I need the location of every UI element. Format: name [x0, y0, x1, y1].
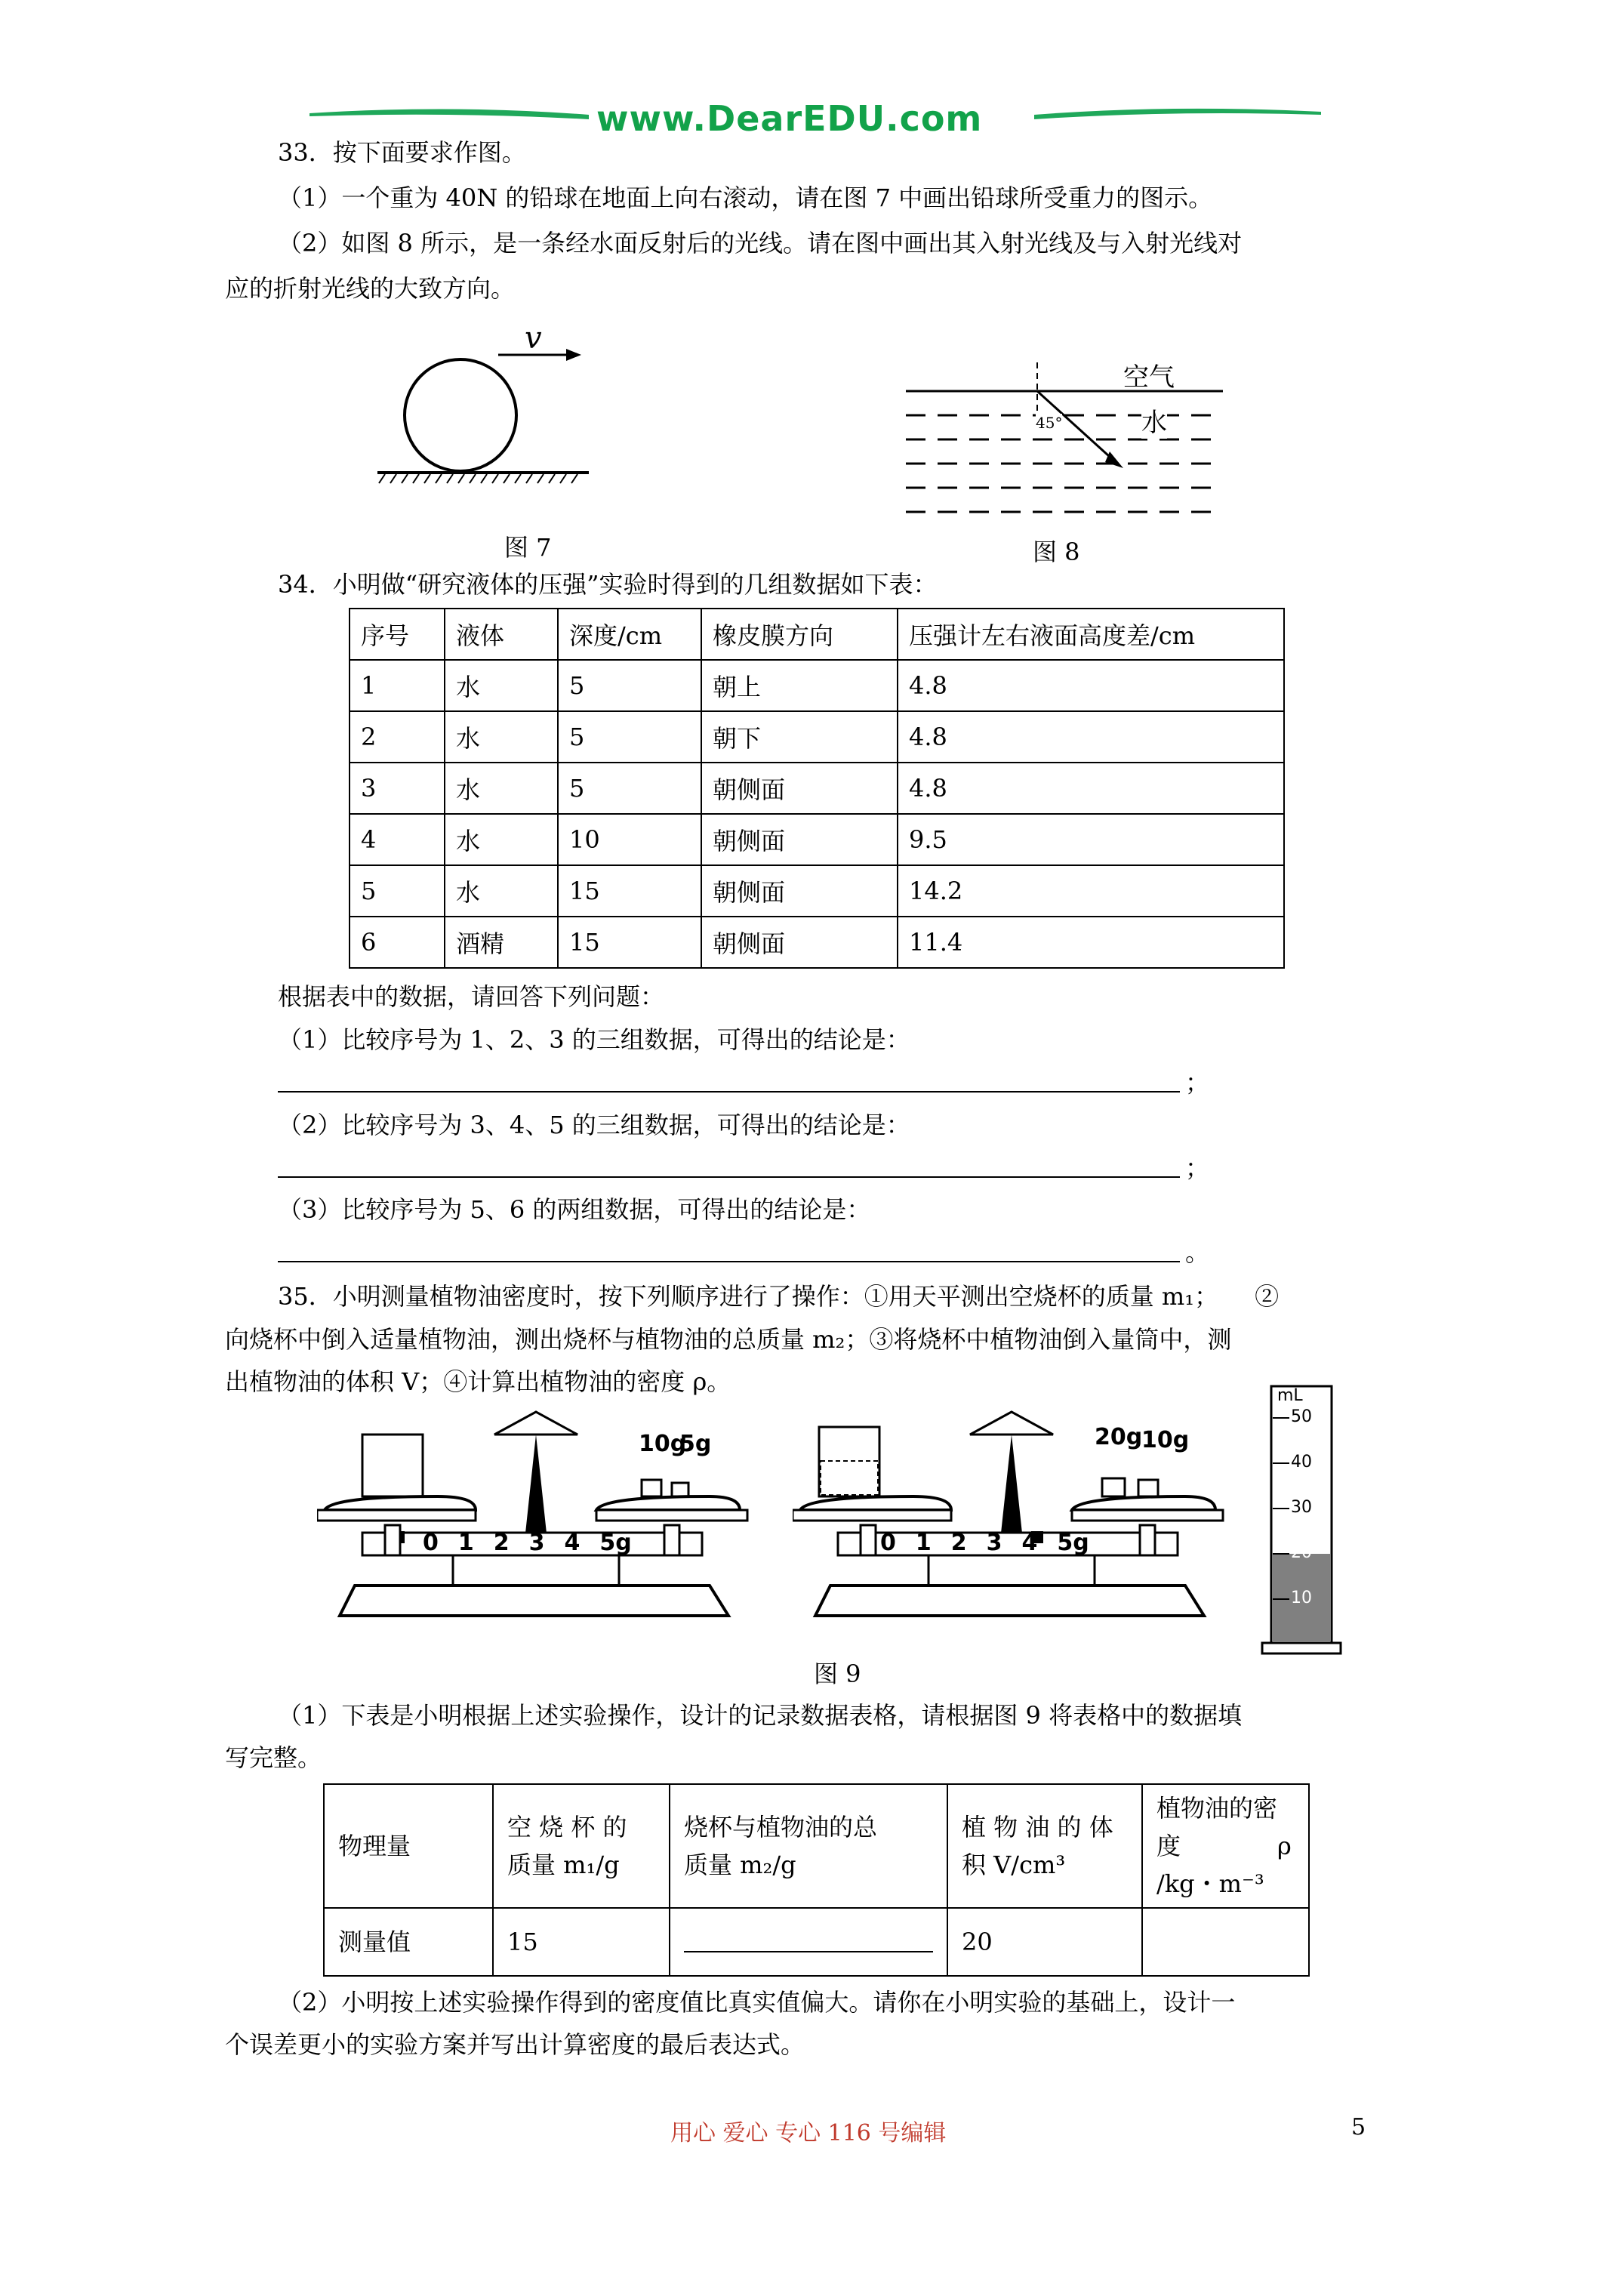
- table-cell: 5: [558, 660, 701, 711]
- scale-tick: 5g: [599, 1530, 632, 1556]
- table-cell: 朝侧面: [701, 917, 898, 968]
- balance-1-scale: [423, 1530, 632, 1556]
- q33-part2b: 应的折射光线的大致方向。: [225, 274, 516, 303]
- table-header-cell: 压强计左右液面高度差/cm: [898, 609, 1284, 660]
- air-label: 空气: [1123, 362, 1175, 393]
- water-label: 水: [1141, 402, 1167, 439]
- q33-part2a: （2）如图 8 所示，是一条经水面反射后的光线。请在图中画出其入射光线及与入射光线对: [278, 229, 1243, 257]
- table-row: [350, 660, 1284, 711]
- table-header-cell: 橡皮膜方向: [701, 609, 898, 660]
- q33-title: 33．按下面要求作图。: [278, 138, 526, 167]
- header-text: 质量 m₂/g: [684, 1851, 796, 1879]
- q35-line3: 出植物油的体积 V；④计算出植物油的密度 ρ。: [225, 1367, 731, 1396]
- header-text: 积 V/cm³: [962, 1851, 1066, 1879]
- table-row: [350, 917, 1284, 968]
- header-text: 空 烧 杯 的: [507, 1813, 627, 1841]
- figure-7-caption: 图 7: [504, 533, 552, 562]
- table-header-cell: 物理量: [324, 1784, 493, 1908]
- scale-tick: 2: [950, 1530, 967, 1556]
- table-header-row: [324, 1784, 1309, 1908]
- answer-end-3: 。: [1185, 1238, 1210, 1267]
- table-cell: 水: [445, 660, 558, 711]
- cylinder-tick: 50: [1291, 1407, 1312, 1426]
- figure-8-water: [898, 355, 1230, 521]
- table-header-row: [350, 609, 1284, 660]
- scale-tick: 4: [564, 1530, 581, 1556]
- table-cell: 水: [445, 814, 558, 865]
- q35-sub2b: 个误差更小的实验方案并写出计算密度的最后表达式。: [225, 2030, 805, 2059]
- header-text: 烧杯与植物油的总: [684, 1813, 878, 1841]
- m2-answer-blank[interactable]: [684, 1921, 933, 1952]
- header-text: /kg・m⁻³: [1156, 1869, 1264, 1898]
- q35-line2: 向烧杯中倒入适量植物油，测出烧杯与植物油的总质量 m₂；③将烧杯中植物油倒入量筒中，测: [225, 1325, 1232, 1354]
- table-cell: 10: [558, 814, 701, 865]
- table-cell: 6: [350, 917, 445, 968]
- q33-part1: （1）一个重为 40N 的铅球在地面上向右滚动，请在图 7 中画出铅球所受重力的图示。: [278, 183, 1213, 212]
- cylinder-tick: 40: [1291, 1453, 1312, 1472]
- figure-8-caption: 图 8: [1033, 538, 1080, 566]
- table-cell: 4: [350, 814, 445, 865]
- q34-title: 34．小明做“研究液体的压强”实验时得到的几组数据如下表：: [278, 570, 938, 599]
- table-cell: 15: [558, 917, 701, 968]
- q34-sub3: （3）比较序号为 5、6 的两组数据，可得出的结论是：: [278, 1195, 871, 1224]
- table-cell: 5: [558, 763, 701, 814]
- header-text: 质量 m₁/g: [507, 1851, 620, 1879]
- table-cell: 5: [558, 711, 701, 763]
- table-cell: 9.5: [898, 814, 1284, 865]
- answer-line-3[interactable]: [278, 1261, 1180, 1262]
- scale-tick: 5g: [1057, 1530, 1089, 1556]
- table-row: [350, 763, 1284, 814]
- table-cell: 15: [493, 1908, 670, 1976]
- table-row: [350, 711, 1284, 763]
- balance-2-scale: [880, 1530, 1089, 1556]
- table-cell: 20: [947, 1908, 1142, 1976]
- table-row: [324, 1908, 1309, 1976]
- scale-tick: 3: [986, 1530, 1002, 1556]
- table-cell: 测量值: [324, 1908, 493, 1976]
- cylinder-tick: 10: [1291, 1589, 1312, 1607]
- answer-line-2[interactable]: [278, 1176, 1180, 1178]
- scale-tick: 3: [528, 1530, 545, 1556]
- figure-7-ball: [370, 317, 596, 491]
- table-cell: 3: [350, 763, 445, 814]
- header-text: 植 物 油 的 体: [962, 1813, 1113, 1841]
- cylinder-tick: 20: [1291, 1543, 1312, 1562]
- scale-tick: 1: [915, 1530, 932, 1556]
- table-header-cell: 序号: [350, 609, 445, 660]
- table-header-cell: [493, 1784, 670, 1908]
- table-cell: 2: [350, 711, 445, 763]
- q34-sub1: （1）比较序号为 1、2、3 的三组数据，可得出的结论是：: [278, 1025, 910, 1054]
- q35-sub2a: （2）小明按上述实验操作得到的密度值比真实值偏大。请你在小明实验的基础上，设计一: [278, 1988, 1236, 2017]
- scale-tick: 0: [423, 1530, 439, 1556]
- table-header-cell: [947, 1784, 1142, 1908]
- answer-end-2: ；: [1185, 1154, 1210, 1182]
- table-cell: 11.4: [898, 917, 1284, 968]
- cylinder-tick: 30: [1291, 1498, 1312, 1517]
- balance-2-weight-label: 10g: [1141, 1427, 1190, 1453]
- table-cell: 朝侧面: [701, 814, 898, 865]
- table-cell: 水: [445, 865, 558, 917]
- scale-tick: 0: [880, 1530, 896, 1556]
- site-logo: www.DearEDU.com: [596, 98, 983, 139]
- table-header-cell: [1142, 1784, 1309, 1908]
- table-cell: 朝下: [701, 711, 898, 763]
- table-cell: 朝侧面: [701, 763, 898, 814]
- table-cell: 水: [445, 711, 558, 763]
- header-text: 度 ρ: [1156, 1832, 1292, 1860]
- scale-tick: 2: [493, 1530, 510, 1556]
- table-cell: 水: [445, 763, 558, 814]
- q34-intro: 根据表中的数据，请回答下列问题：: [278, 982, 665, 1011]
- balance-1-weight-label: 10g: [639, 1431, 687, 1457]
- table-cell: 4.8: [898, 660, 1284, 711]
- q35-line1: 35．小明测量植物油密度时，按下列顺序进行了操作：①用天平测出空烧杯的质量 m₁； ②: [278, 1282, 1280, 1311]
- page-number: 5: [1351, 2114, 1366, 2140]
- figure-9-caption: 图 9: [814, 1660, 861, 1688]
- table-cell[interactable]: [1142, 1908, 1309, 1976]
- table-cell: 4.8: [898, 711, 1284, 763]
- header-text: 植物油的密: [1156, 1794, 1278, 1823]
- table-header-cell: 液体: [445, 609, 558, 660]
- table-row: [350, 865, 1284, 917]
- table-cell: 朝侧面: [701, 865, 898, 917]
- q35-sub1b: 写完整。: [225, 1743, 322, 1772]
- cylinder-unit: mL: [1277, 1386, 1303, 1405]
- table-header-cell: 深度/cm: [558, 609, 701, 660]
- answer-end-1: ；: [1185, 1068, 1210, 1097]
- answer-line-1[interactable]: [278, 1091, 1180, 1093]
- density-record-table: [323, 1783, 1310, 1977]
- velocity-label: v: [525, 321, 542, 356]
- table-cell: [670, 1908, 947, 1976]
- table-cell: 14.2: [898, 865, 1284, 917]
- table-cell: 朝上: [701, 660, 898, 711]
- q34-sub2: （2）比较序号为 3、4、5 的三组数据，可得出的结论是：: [278, 1111, 910, 1139]
- table-row: [350, 814, 1284, 865]
- balance-1-weight-label: 5g: [679, 1431, 712, 1457]
- table-cell: 4.8: [898, 763, 1284, 814]
- balance-2-weight-label: 20g: [1095, 1424, 1143, 1450]
- angle-label: 45°: [1036, 414, 1063, 432]
- table-cell: 1: [350, 660, 445, 711]
- pressure-data-table: [349, 608, 1285, 969]
- footer-slogan: 用心 爱心 专心 116 号编辑: [670, 2120, 947, 2147]
- scale-tick: 1: [457, 1530, 474, 1556]
- q35-sub1a: （1）下表是小明根据上述实验操作，设计的记录数据表格，请根据图 9 将表格中的数据填: [278, 1701, 1243, 1730]
- table-cell: 酒精: [445, 917, 558, 968]
- table-header-cell: [670, 1784, 947, 1908]
- table-cell: 5: [350, 865, 445, 917]
- scale-tick: 4: [1021, 1530, 1038, 1556]
- table-cell: 15: [558, 865, 701, 917]
